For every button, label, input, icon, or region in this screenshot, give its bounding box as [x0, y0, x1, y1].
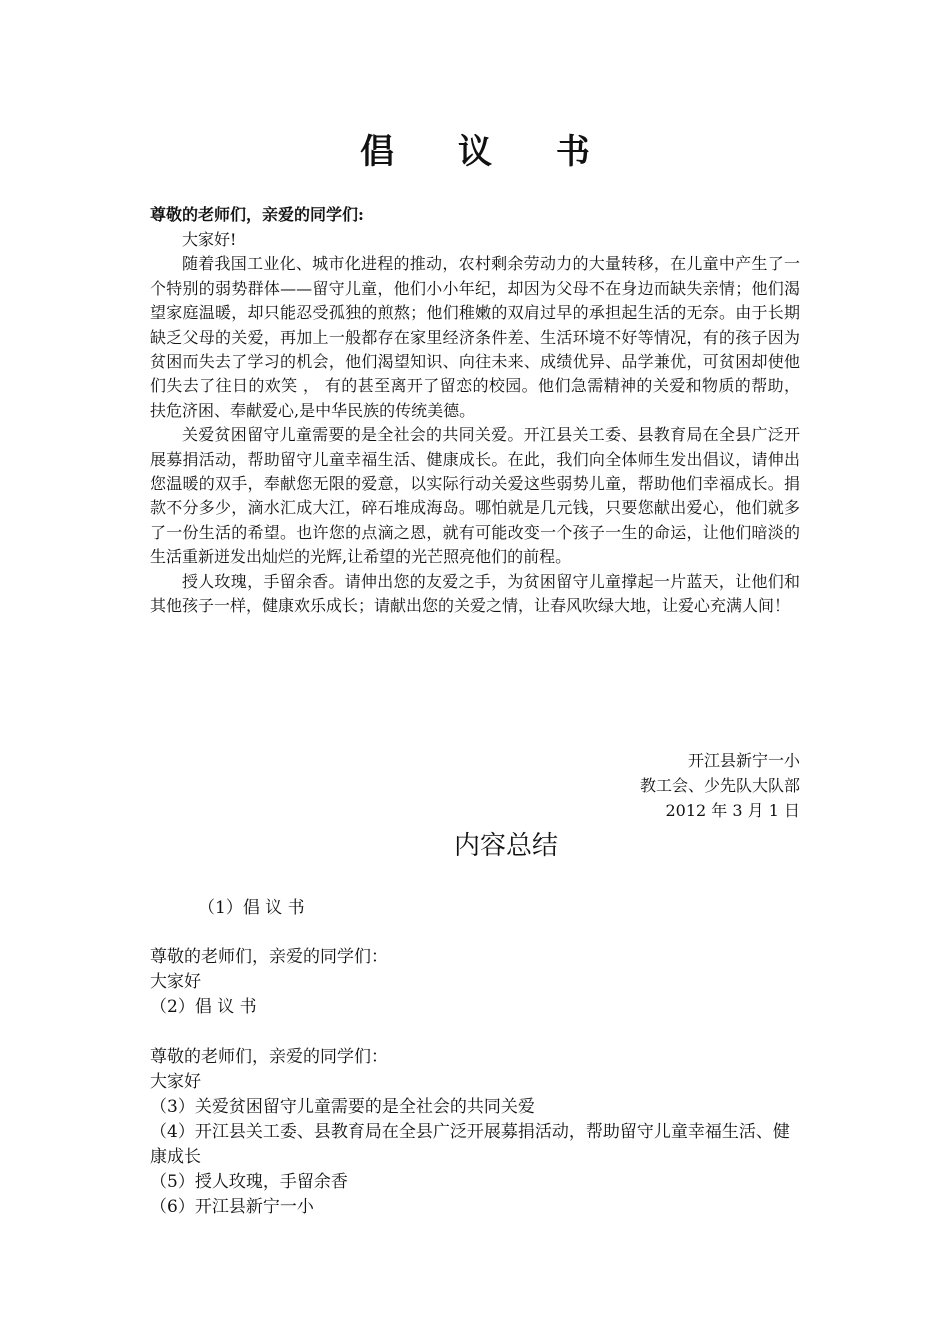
signature-school: 开江县新宁一小 [687, 751, 800, 770]
summary-title: 内容总结 [453, 831, 558, 861]
body-paragraph: 关爱贫困留守儿童需要的是全社会的共同关爱。开江县关工委、县教育局在全县广泛开展募捐活动，帮助留守儿童幸福生活、健康成长。在此，我们向全体师生发出倡议，请伸出您温暖的双手，奉献您无限的爱意，以实际行动关爱这些弱势儿童，帮助他们幸福成长。捐款不分多少，滴水汇成大江，碎石堆成海岛。哪怕就是几元钱，只要您献出爱心，他们就多了一份生活的希望。也许您的点滴之恩，就有可能改变一个孩子一生的命运，让他们暗淡的生活重新迸发出灿烂的光辉,让希望的光芒照亮他们的前程。 [150, 425, 800, 567]
summary-item: （5）授人玫瑰，手留余香 [150, 1172, 348, 1192]
summary-salutation: 尊敬的老师们，亲爱的同学们： [150, 1047, 388, 1067]
summary-salutation: 尊敬的老师们，亲爱的同学们： [150, 947, 388, 967]
summary-greeting: 大家好 [150, 1072, 201, 1092]
salutation: 尊敬的老师们，亲爱的同学们: [150, 205, 364, 224]
summary-item: （3）关爱贫困留守儿童需要的是全社会的共同关爱 [150, 1097, 535, 1117]
signature-block [500, 748, 800, 823]
summary-greeting: 大家好 [150, 972, 201, 992]
letter-body [150, 228, 800, 619]
body-paragraph: 授人玫瑰，手留余香。请伸出您的友爱之手，为贫困留守儿童撑起一片蓝天，让他们和其他孩子一样，健康欢乐成长；请献出您的关爱之情，让春风吹绿大地，让爱心充满人间！ [150, 571, 800, 616]
summary-section [150, 896, 800, 1220]
body-paragraph: 随着我国工业化、城市化进程的推动，农村剩余劳动力的大量转移，在儿童中产生了一个特别的弱势群体——留守儿童，他们小小年纪，却因为父母不在身边而缺失亲情；他们渴望家庭温暖，却只能忍受孤独的煎熬；他们稚嫩的双肩过早的承担起生活的无奈。由于长期缺乏父母的关爱，再加上一般都存在家里经济条件差、生活环境不好等情况，有的孩子因为贫困而失去了学习的机会，他们渴望知识、向往未来、成绩优异、品学兼优，可贫困却使他们失去了往日的欢笑 ， 有的甚至离开了留恋的校园。他们急需精神的关爱和物质的帮助，扶危济困、奉献爱心,是中华民族的传统美德。 [150, 254, 800, 420]
greeting-paragraph: 大家好! [182, 230, 237, 249]
summary-item: （6）开江县新宁一小 [150, 1197, 314, 1217]
signature-department: 教工会、少先队大队部 [639, 776, 800, 795]
summary-item: （1）倡 议 书 [198, 898, 305, 918]
signature-date: 2012 年 3 月 1 日 [665, 801, 800, 820]
summary-item: （2）倡 议 书 [150, 997, 257, 1017]
document-title: 倡 议 书 [360, 132, 616, 172]
summary-item: （4）开江县关工委、县教育局在全县广泛开展募捐活动，帮助留守儿童幸福生活、健康成长 [150, 1122, 790, 1167]
